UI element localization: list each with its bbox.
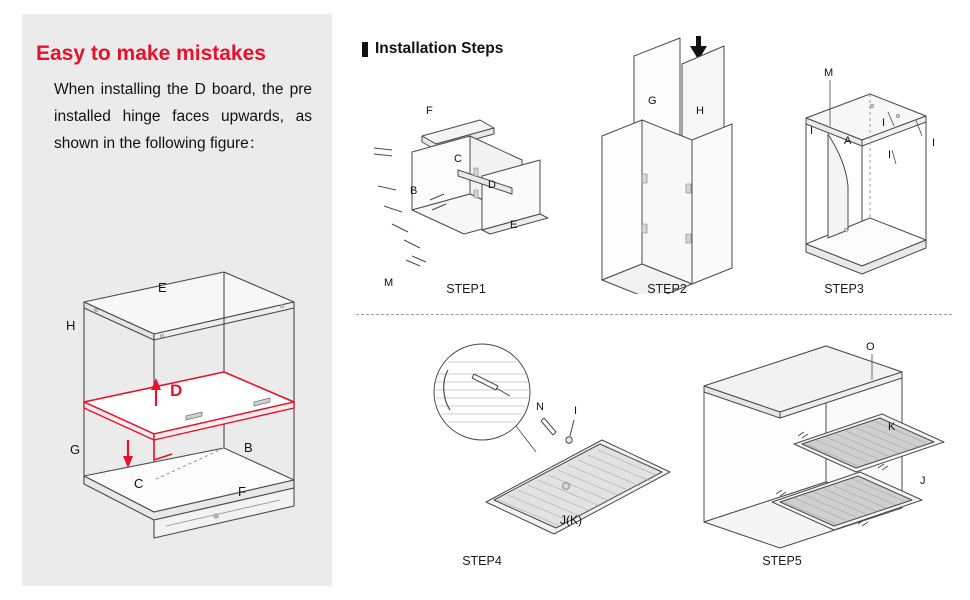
- left-label-g: G: [70, 442, 81, 457]
- step3-label-i3: I: [888, 149, 892, 161]
- left-label-h: H: [66, 318, 76, 333]
- left-label-b: B: [244, 440, 253, 455]
- step1-caption: STEP1: [446, 282, 486, 296]
- step3-label-i1: I: [810, 125, 814, 137]
- step4-caption: STEP4: [462, 554, 502, 568]
- step3-caption: STEP3: [824, 282, 864, 296]
- step1-label-d: D: [488, 179, 496, 191]
- step5-label-j: J: [920, 475, 926, 487]
- step2-caption: STEP2: [647, 282, 687, 296]
- warning-title: Easy to make mistakes: [36, 42, 266, 65]
- step3-label-a: A: [844, 135, 852, 147]
- step4-label-n: N: [536, 401, 544, 413]
- step5-label-k: K: [888, 421, 896, 433]
- step1-label-m: M: [384, 277, 394, 289]
- step1-label-f: F: [426, 105, 433, 117]
- step3-label-m: M: [824, 67, 834, 79]
- left-label-f: F: [238, 484, 246, 499]
- left-label-d: D: [170, 381, 183, 400]
- steps-header: [362, 40, 503, 58]
- step4-label-jk: J(K): [560, 513, 582, 527]
- section-divider: [356, 314, 952, 315]
- mistake-illustration: [36, 244, 326, 584]
- step3-label-i2: I: [882, 117, 886, 129]
- step2-figure: [596, 28, 766, 294]
- installation-steps-panel: [352, 14, 956, 586]
- step4-figure: [424, 334, 674, 554]
- warning-body-text: When installing the D board, the pre installed hinge faces upwards, as shown in the following figure：: [54, 81, 312, 153]
- black-bar-icon: [362, 42, 368, 57]
- step2-label-h: H: [696, 105, 704, 117]
- step5-figure: [676, 332, 956, 554]
- step5-label-o: O: [866, 341, 875, 353]
- steps-header-label: Installation Steps: [375, 40, 504, 57]
- left-label-e: E: [158, 280, 167, 295]
- warning-panel: [22, 14, 332, 586]
- step3-figure: [776, 54, 956, 294]
- step1-label-b: B: [410, 185, 418, 197]
- step1-figure: [362, 64, 572, 294]
- step2-label-g: G: [648, 95, 657, 107]
- step1-label-c: C: [454, 153, 462, 165]
- step4-label-i: I: [574, 405, 578, 417]
- step5-caption: STEP5: [762, 554, 802, 568]
- left-label-c: C: [134, 476, 144, 491]
- step1-label-e: E: [510, 219, 518, 231]
- step3-label-i4: I: [932, 137, 936, 149]
